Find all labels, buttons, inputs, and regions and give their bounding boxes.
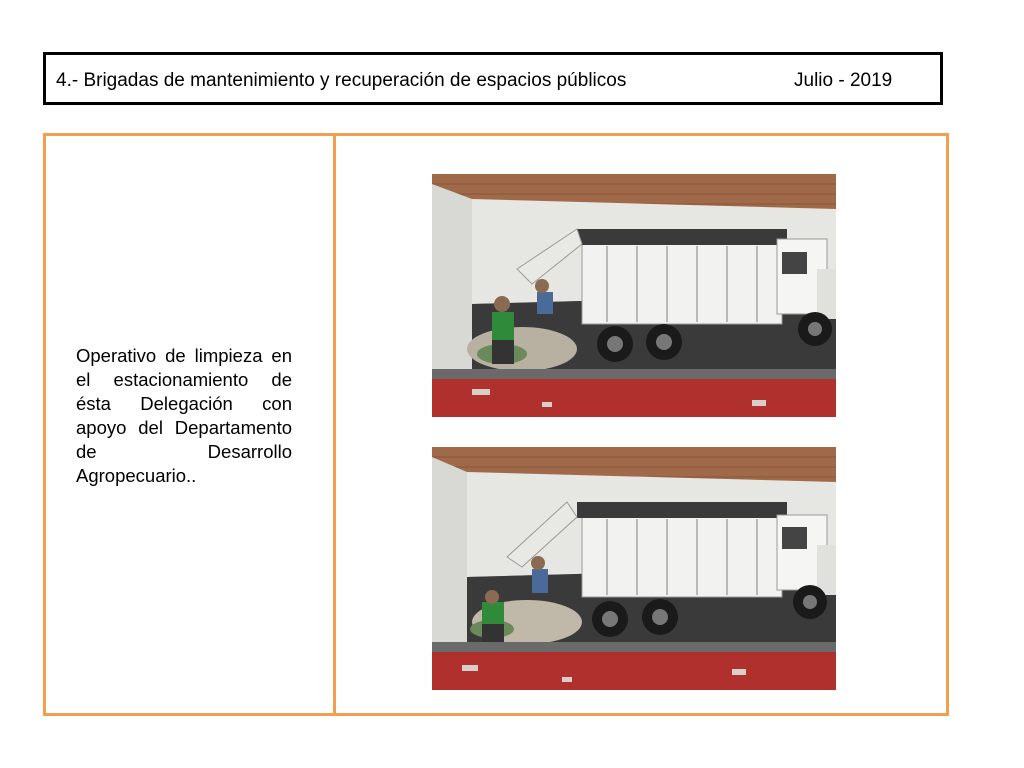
description-panel — [43, 133, 336, 716]
photo-dump-truck-cleanup-2 — [432, 447, 836, 690]
slide-title: 4.- Brigadas de mantenimiento y recuperación de espacios públicos — [56, 70, 627, 91]
slide-date: Julio - 2019 — [794, 70, 893, 91]
photo-dump-truck-cleanup-1 — [432, 174, 836, 417]
description-text: Operativo de limpieza en el estacionamiento de ésta Delegación con apoyo del Departamento de Desarrollo Agropecuario.. — [76, 345, 292, 486]
slide-title-box — [43, 52, 943, 105]
